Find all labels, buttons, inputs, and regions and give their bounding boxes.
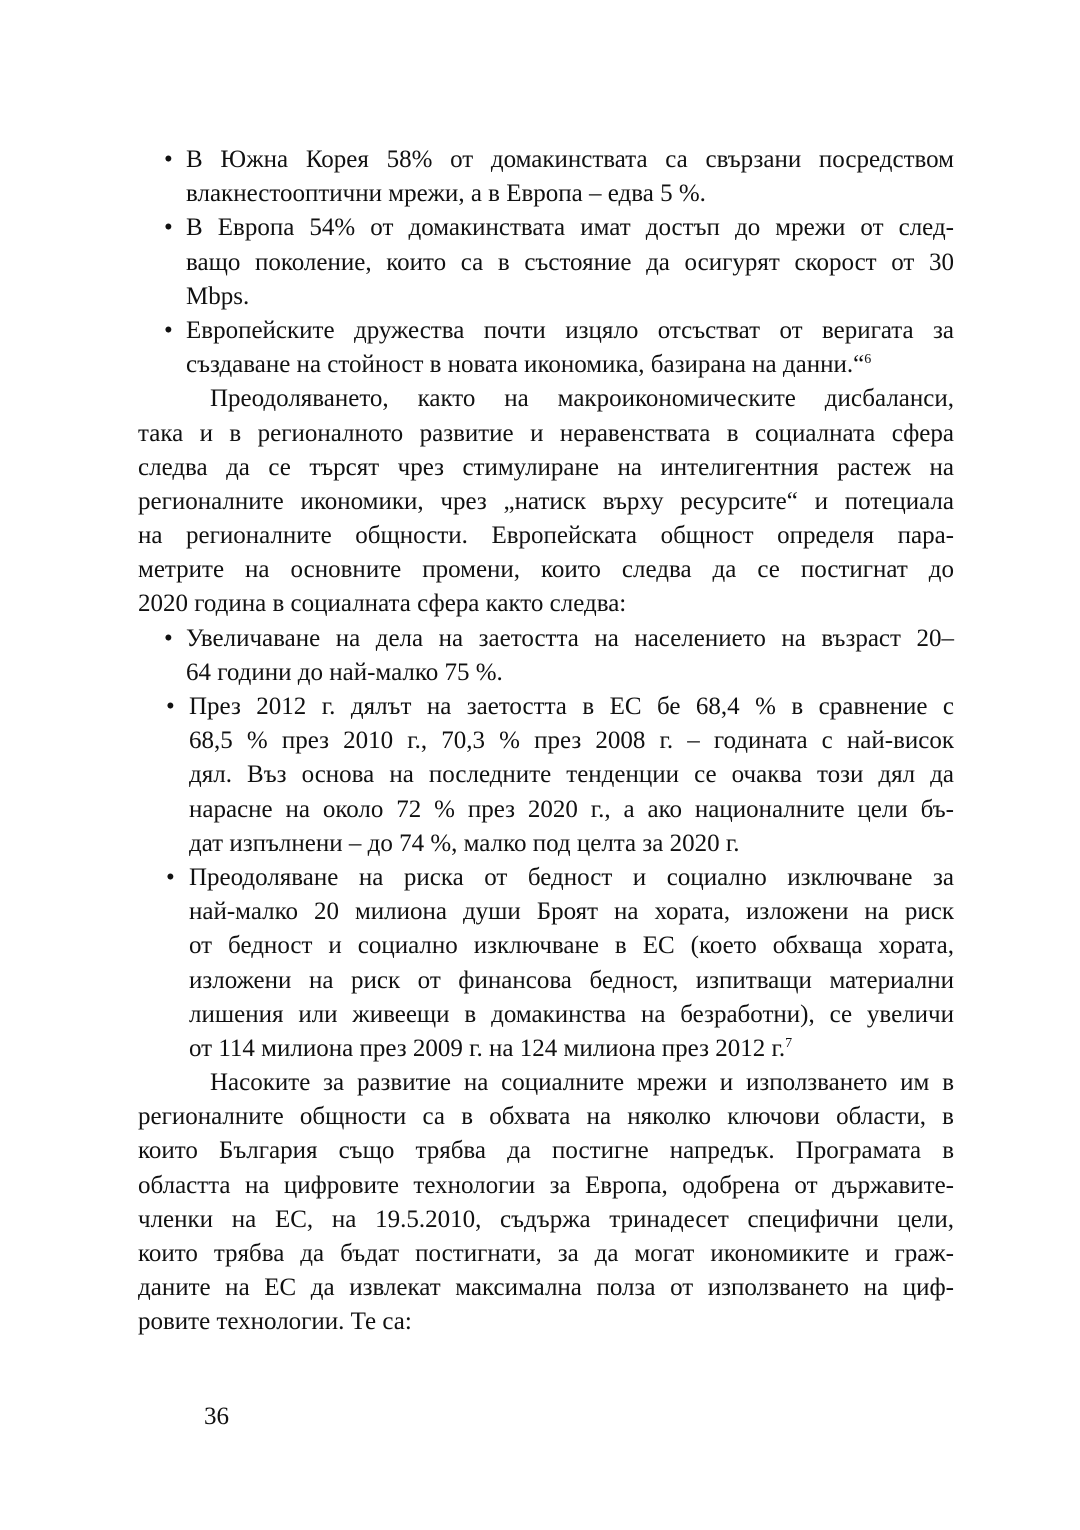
text-line: • През 2012 г. дялът на заетостта в ЕС бе 68,4 % в сравнение с [138, 690, 954, 724]
text-line: които трябва да бъдат постигнати, за да могат икономиките и граж- [138, 1240, 954, 1267]
text-line: членки на ЕС, на 19.5.2010, съдържа тринадесет специфични цели, [138, 1205, 954, 1233]
bullet-list-top [138, 143, 954, 382]
text-line: изложени на риск от финансова бедност, изпитващи материални [189, 966, 954, 994]
text-line: влакнестооптични мрежи, а в Европа – едва 5 %. [186, 180, 706, 208]
text-line: така и в регионалното развитие и неравенствата в социалната сфера [138, 419, 954, 447]
text-line: метрите на основните промени, които следва да се постигнат до [138, 556, 954, 584]
text-line: даните на ЕС да извлекат максимална полза от използването на циф- [138, 1274, 954, 1302]
text-line: лишения или живеещи в домакинства на безработни), се увеличи [189, 1000, 954, 1028]
list-item [138, 861, 954, 1066]
list-item [138, 314, 954, 382]
text-line: 68,5 % през 2010 г., 70,3 % през 2008 г. – годината с най-висок [189, 727, 954, 755]
bullet-icon: • [164, 146, 173, 173]
text-line: на регионалните общности. Европейската общност определя пара- [138, 522, 954, 550]
bullet-icon: • [166, 863, 175, 891]
list-item [138, 211, 954, 314]
list-item [138, 622, 954, 690]
paragraph [138, 382, 954, 621]
text-line: Насоките за развитие на социалните мрежи и използването им в [210, 1069, 954, 1097]
list-item [138, 690, 954, 861]
footnote-ref: 6 [864, 352, 872, 368]
text-line: регионалните общности са в обхвата на няколко ключови области, в [138, 1103, 954, 1131]
text-line: от бедност и социално изключване в ЕС (което обхваща хората, [189, 932, 954, 960]
text-line: нарасне на около 72 % през 2020 г., а ако националните цели бъ- [189, 795, 954, 823]
page-number: 36 [204, 1403, 229, 1430]
text-line: Преодоляването, както на макроикономическите дисбаланси, [210, 385, 954, 413]
text-line: Mbps. [186, 282, 250, 310]
text-line: областта на цифровите технологии за Европа, одобрена от държавите- [138, 1171, 954, 1199]
bullet-icon: • [164, 316, 173, 344]
text-line: следва да се търсят чрез стимулиране на интелигентния растеж на [138, 453, 954, 481]
text-line: ровите технологии. Те са: [138, 1308, 412, 1336]
text-line: • Преодоляване на риска от бедност и социално изключване за [138, 861, 954, 895]
text-line: 64 години до най-малко 75 %. [186, 658, 503, 686]
bullet-list-bottom [138, 622, 954, 1066]
paragraph [138, 1066, 954, 1340]
text-line: най-малко 20 милиона души Броят на хората, изложени на риск [189, 898, 954, 926]
list-item [138, 143, 954, 211]
page-body [138, 143, 954, 1340]
bullet-icon: • [164, 624, 173, 652]
text-line: ващо поколение, които са в състояние да осигурят скорост от 30 [186, 248, 954, 276]
text-line: • В Европа 54% от домакинствата имат достъп до мрежи от след- [138, 211, 954, 245]
footnote-ref: 7 [785, 1035, 793, 1051]
text-line: създаване на стойност в новата икономика, базирана на данни.“$^6$ [186, 351, 872, 379]
text-line: • В Южна Корея 58% от домакинствата са свързани посредством [138, 143, 954, 177]
text-line: дат изпълнени – до 74 %, малко под целта за 2020 г. [189, 829, 740, 857]
text-line: които България също трябва да постигне напредък. Програмата в [138, 1137, 954, 1165]
text-line: • Увеличаване на дела на заетостта на населението на възраст 20– [138, 622, 954, 656]
text-line: • Европейските дружества почти изцяло отсъстват от веригата за [138, 314, 954, 348]
text-line: 2020 година в социалната сфера както следва: [138, 590, 627, 618]
text-line: регионалните икономики, чрез „натиск върху ресурсите“ и потециала [138, 487, 954, 515]
bullet-icon: • [166, 693, 175, 720]
text-line: дял. Въз основа на последните тенденции се очаква този дял да [189, 761, 954, 789]
bullet-icon: • [164, 214, 173, 242]
text-line: от 114 милиона през 2009 г. на 124 милиона през 2012 г.$^7$ [189, 1034, 793, 1062]
